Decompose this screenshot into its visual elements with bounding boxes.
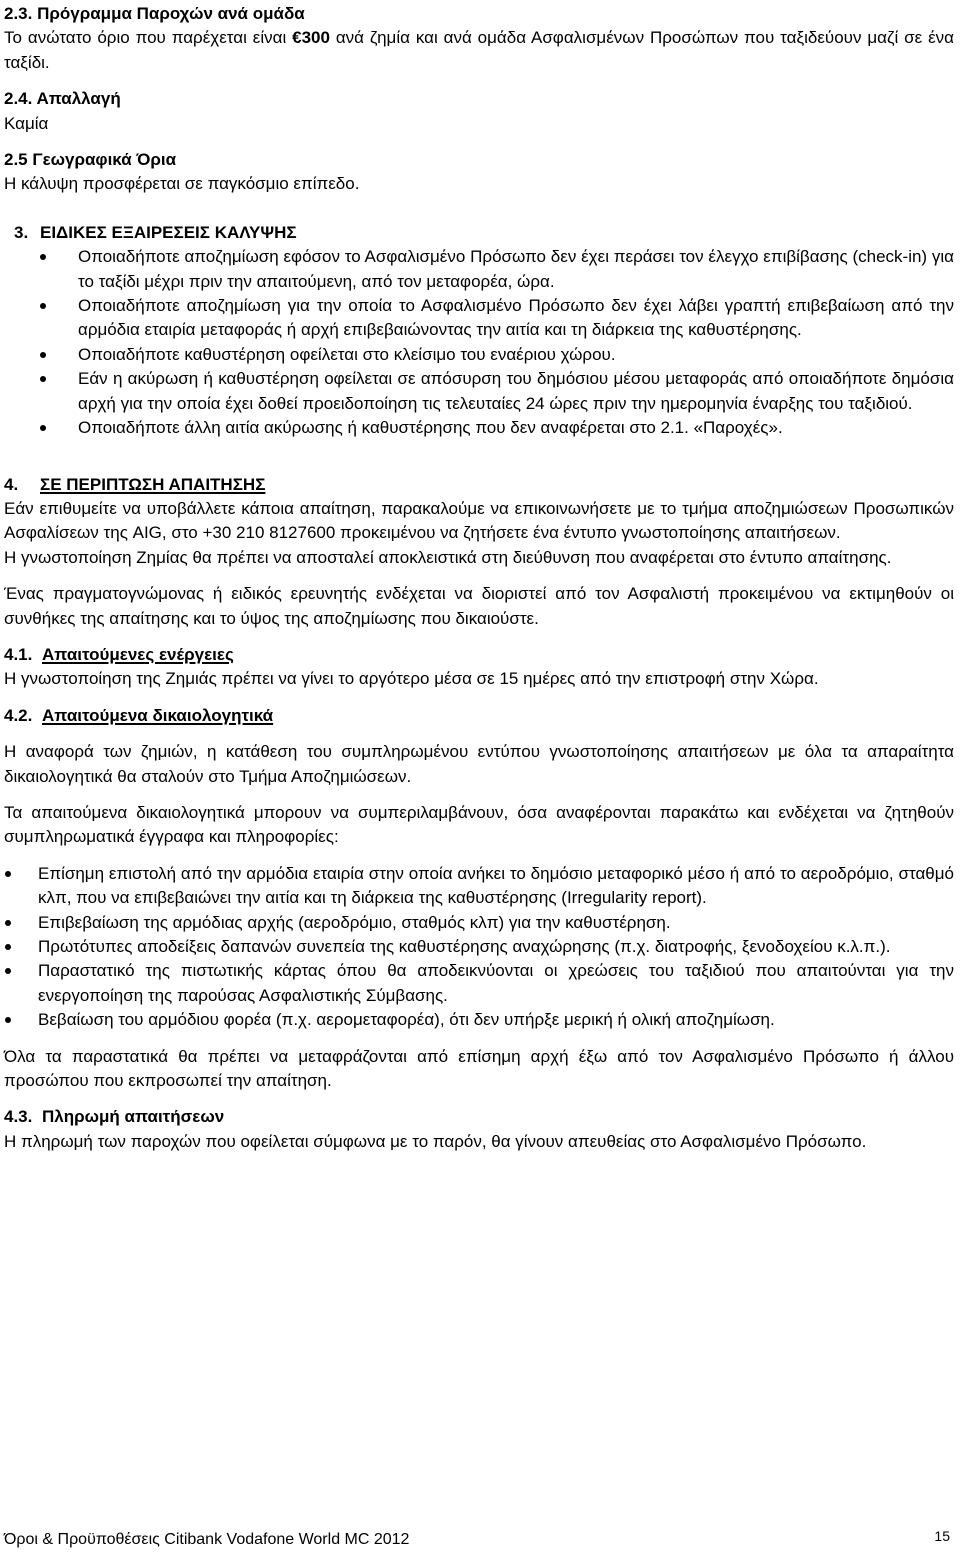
section-4-2-documents-list (4, 862, 954, 1033)
list-item: Βεβαίωση του αρμόδιου φορέα (π.χ. αερομεταφορέα), ότι δεν υπήρξε μερική ή ολική αποζημίωση. (4, 1008, 954, 1032)
section-4-1-text: Η γνωστοποίηση της Ζημιάς πρέπει να γίνει το αργότερο μέσα σε 15 ημέρες από την επιστροφή στην Χώρα. (4, 669, 819, 689)
benefit-limit-amount: €300 (292, 28, 330, 48)
section-4-3-heading (4, 1105, 954, 1129)
section-4-1-title: Απαιτούμενες ενέργειες (42, 644, 234, 664)
section-2-3-text-end: ανά ζημία και ανά ομάδα Ασφαλισμένων Προσώπων που ταξιδεύουν μαζί σε ένα ταξίδι. (4, 28, 955, 72)
page-number: 15 (934, 1528, 950, 1544)
section-4-paragraph-2: Η γνωστοποίηση Ζημίας θα πρέπει να αποσταλεί αποκλειστικά στη διεύθυνση που αναφέρεται στο έντυπο απαίτησης. (4, 547, 892, 567)
list-item: Πρωτότυπες αποδείξεις δαπανών συνεπεία της καθυστέρησης αναχώρησης (π.χ. διατροφής, ξενοδοχείου κ.λ.π.). (4, 935, 954, 959)
list-item: Οποιαδήποτε άλλη αιτία ακύρωσης ή καθυστέρησης που δεν αναφέρεται στο 2.1. «Παροχές». (4, 416, 954, 440)
section-2-5-text: Η κάλυψη προσφέρεται σε παγκόσμιο επίπεδο. (4, 174, 360, 194)
section-4-2-title: Απαιτούμενα δικαιολογητικά (42, 705, 274, 725)
list-item: Επίσημη επιστολή από την αρμόδια εταιρία στην οποία ανήκει το δημόσιο μεταφορικό μέσο ή από το αεροδρόμιο, σταθμό κλπ, που να επιβεβαιώνει την αιτία και τη διάρκεια της καθυστέρησης (Irregularity report). (4, 862, 954, 911)
page-footer (4, 1524, 950, 1548)
section-4-heading (4, 473, 954, 497)
section-3-title: ΕΙΔΙΚΕΣ ΕΞΑΙΡΕΣΕΙΣ ΚΑΛΥΨΗΣ (40, 222, 297, 242)
section-3-exclusions-list (4, 245, 954, 440)
section-4-title: ΣΕ ΠΕΡΙΠΤΩΣΗ ΑΠΑΙΤΗΣΗΣ (40, 474, 266, 494)
list-item: Εάν η ακύρωση ή καθυστέρηση οφείλεται σε απόσυρση του δημόσιου μέσου μεταφοράς από οποιαδήποτε δημόσια αρχή για την οποία έχει δοθεί προειδοποίηση τις τελευταίες 24 ώρες πριν την ημερομηνία έναρξης του ταξιδιού. (4, 367, 954, 416)
section-2-3-heading: 2.3. Πρόγραμμα Παροχών ανά ομάδα (4, 4, 305, 23)
section-4-paragraph-1: Εάν επιθυμείτε να υποβάλλετε κάποια απαίτηση, παρακαλούμε να επικοινωνήσετε με το τμήμα αποζημιώσεων Προσωπικών Ασφαλίσεων της AIG, στο +30 210 8127600 προκειμένου να ζητήσετε ένα έντυπο γνωστοποίησης απαιτήσεων. (4, 498, 954, 543)
list-item: Επιβεβαίωση της αρμόδιας αρχής (αεροδρόμιο, σταθμός κλπ) για την καθυστέρηση. (4, 911, 954, 935)
section-4-1-heading (4, 643, 954, 667)
section-4-paragraph-3: Ένας πραγματογνώμονας ή ειδικός ερευνητής ενδέχεται να διοριστεί από τον Ασφαλιστή προκειμένου να εκτιμηθούν οι συνθήκες της απαίτησης και το ύψος της αποζημίωσης που δικαιούστε. (4, 584, 954, 628)
section-4-3-text: Η πληρωμή των παροχών που οφείλεται σύμφωνα με το παρόν, θα γίνουν απευθείας στο Ασφαλισμένο Πρόσωπο. (4, 1131, 867, 1151)
section-4-2-paragraph-2: Τα απαιτούμενα δικαιολογητικά μπορουν να συμπεριλαμβάνουν, όσα αναφέρονται παρακάτω και ενδέχεται να ζητηθούν συμπληρωματικά έγγραφα και πληροφορίες: (4, 802, 954, 847)
list-item: Οποιαδήποτε καθυστέρηση οφείλεται στο κλείσιμο του εναέριου χώρου. (4, 343, 954, 367)
section-2-4-text: Καμία (4, 113, 49, 133)
section-4-1-number: 4.1. (4, 644, 33, 664)
section-3-heading (4, 221, 954, 245)
list-item: Οποιαδήποτε αποζημίωση για την οποία το Ασφαλισμένο Πρόσωπο δεν έχει λάβει γραπτή επιβεβαίωση από την αρμόδια εταιρία μεταφοράς ή αρχή επιβεβαιώνοντας την αιτία και τη διάρκεια της καθυστέρησης. (4, 294, 954, 343)
section-3-number: 3. (14, 222, 29, 242)
list-item: Παραστατικό της πιστωτικής κάρτας όπου θα αποδεικνύονται οι χρεώσεις του ταξιδιού που απαιτούνται για την ενεργοποίηση της παρούσας Ασφαλιστικής Σύμβασης. (4, 959, 954, 1008)
section-4-2-number: 4.2. (4, 705, 33, 725)
section-4-3-number: 4.3. (4, 1107, 33, 1127)
section-4-2-paragraph-3: Όλα τα παραστατικά θα πρέπει να μεταφράζονται από επίσημη αρχή έξω από τον Ασφαλισμένο Πρόσωπο ή άλλου προσώπου που εκπροσωπεί την απαίτηση. (4, 1046, 954, 1091)
section-2-5-heading: 2.5 Γεωγραφικά Όρια (4, 150, 177, 170)
list-item: Οποιαδήποτε αποζημίωση εφόσον το Ασφαλισμένο Πρόσωπο δεν έχει περάσει τον έλεγχο επιβίβασης (check-in) για το ταξίδι μέχρι πριν την απαιτούμενη, από τον μεταφορέα, ώρα. (4, 245, 954, 294)
section-4-3-title: Πληρωμή απαιτήσεων (42, 1107, 225, 1127)
section-2-4-heading: 2.4. Απαλλαγή (4, 89, 121, 109)
section-4-number: 4. (4, 474, 19, 494)
section-4-2-heading (4, 704, 954, 728)
section-2-3-text (4, 26, 954, 75)
footer-document-title: Όροι & Προϋποθέσεις Citibank Vodafone World MC 2012 (4, 1531, 410, 1548)
section-4-2-paragraph-1: Η αναφορά των ζημιών, η κατάθεση του συμπληρωμένου εντύπου γνωστοποίησης απαιτήσεων με όλα τα απαραίτητα δικαιολογητικά θα σταλούν στο Τμήμα Αποζημιώσεων. (4, 742, 954, 786)
section-2-3-text-start: Το ανώτατο όριο που παρέχεται είναι (4, 28, 293, 48)
document-page (4, 2, 954, 1154)
